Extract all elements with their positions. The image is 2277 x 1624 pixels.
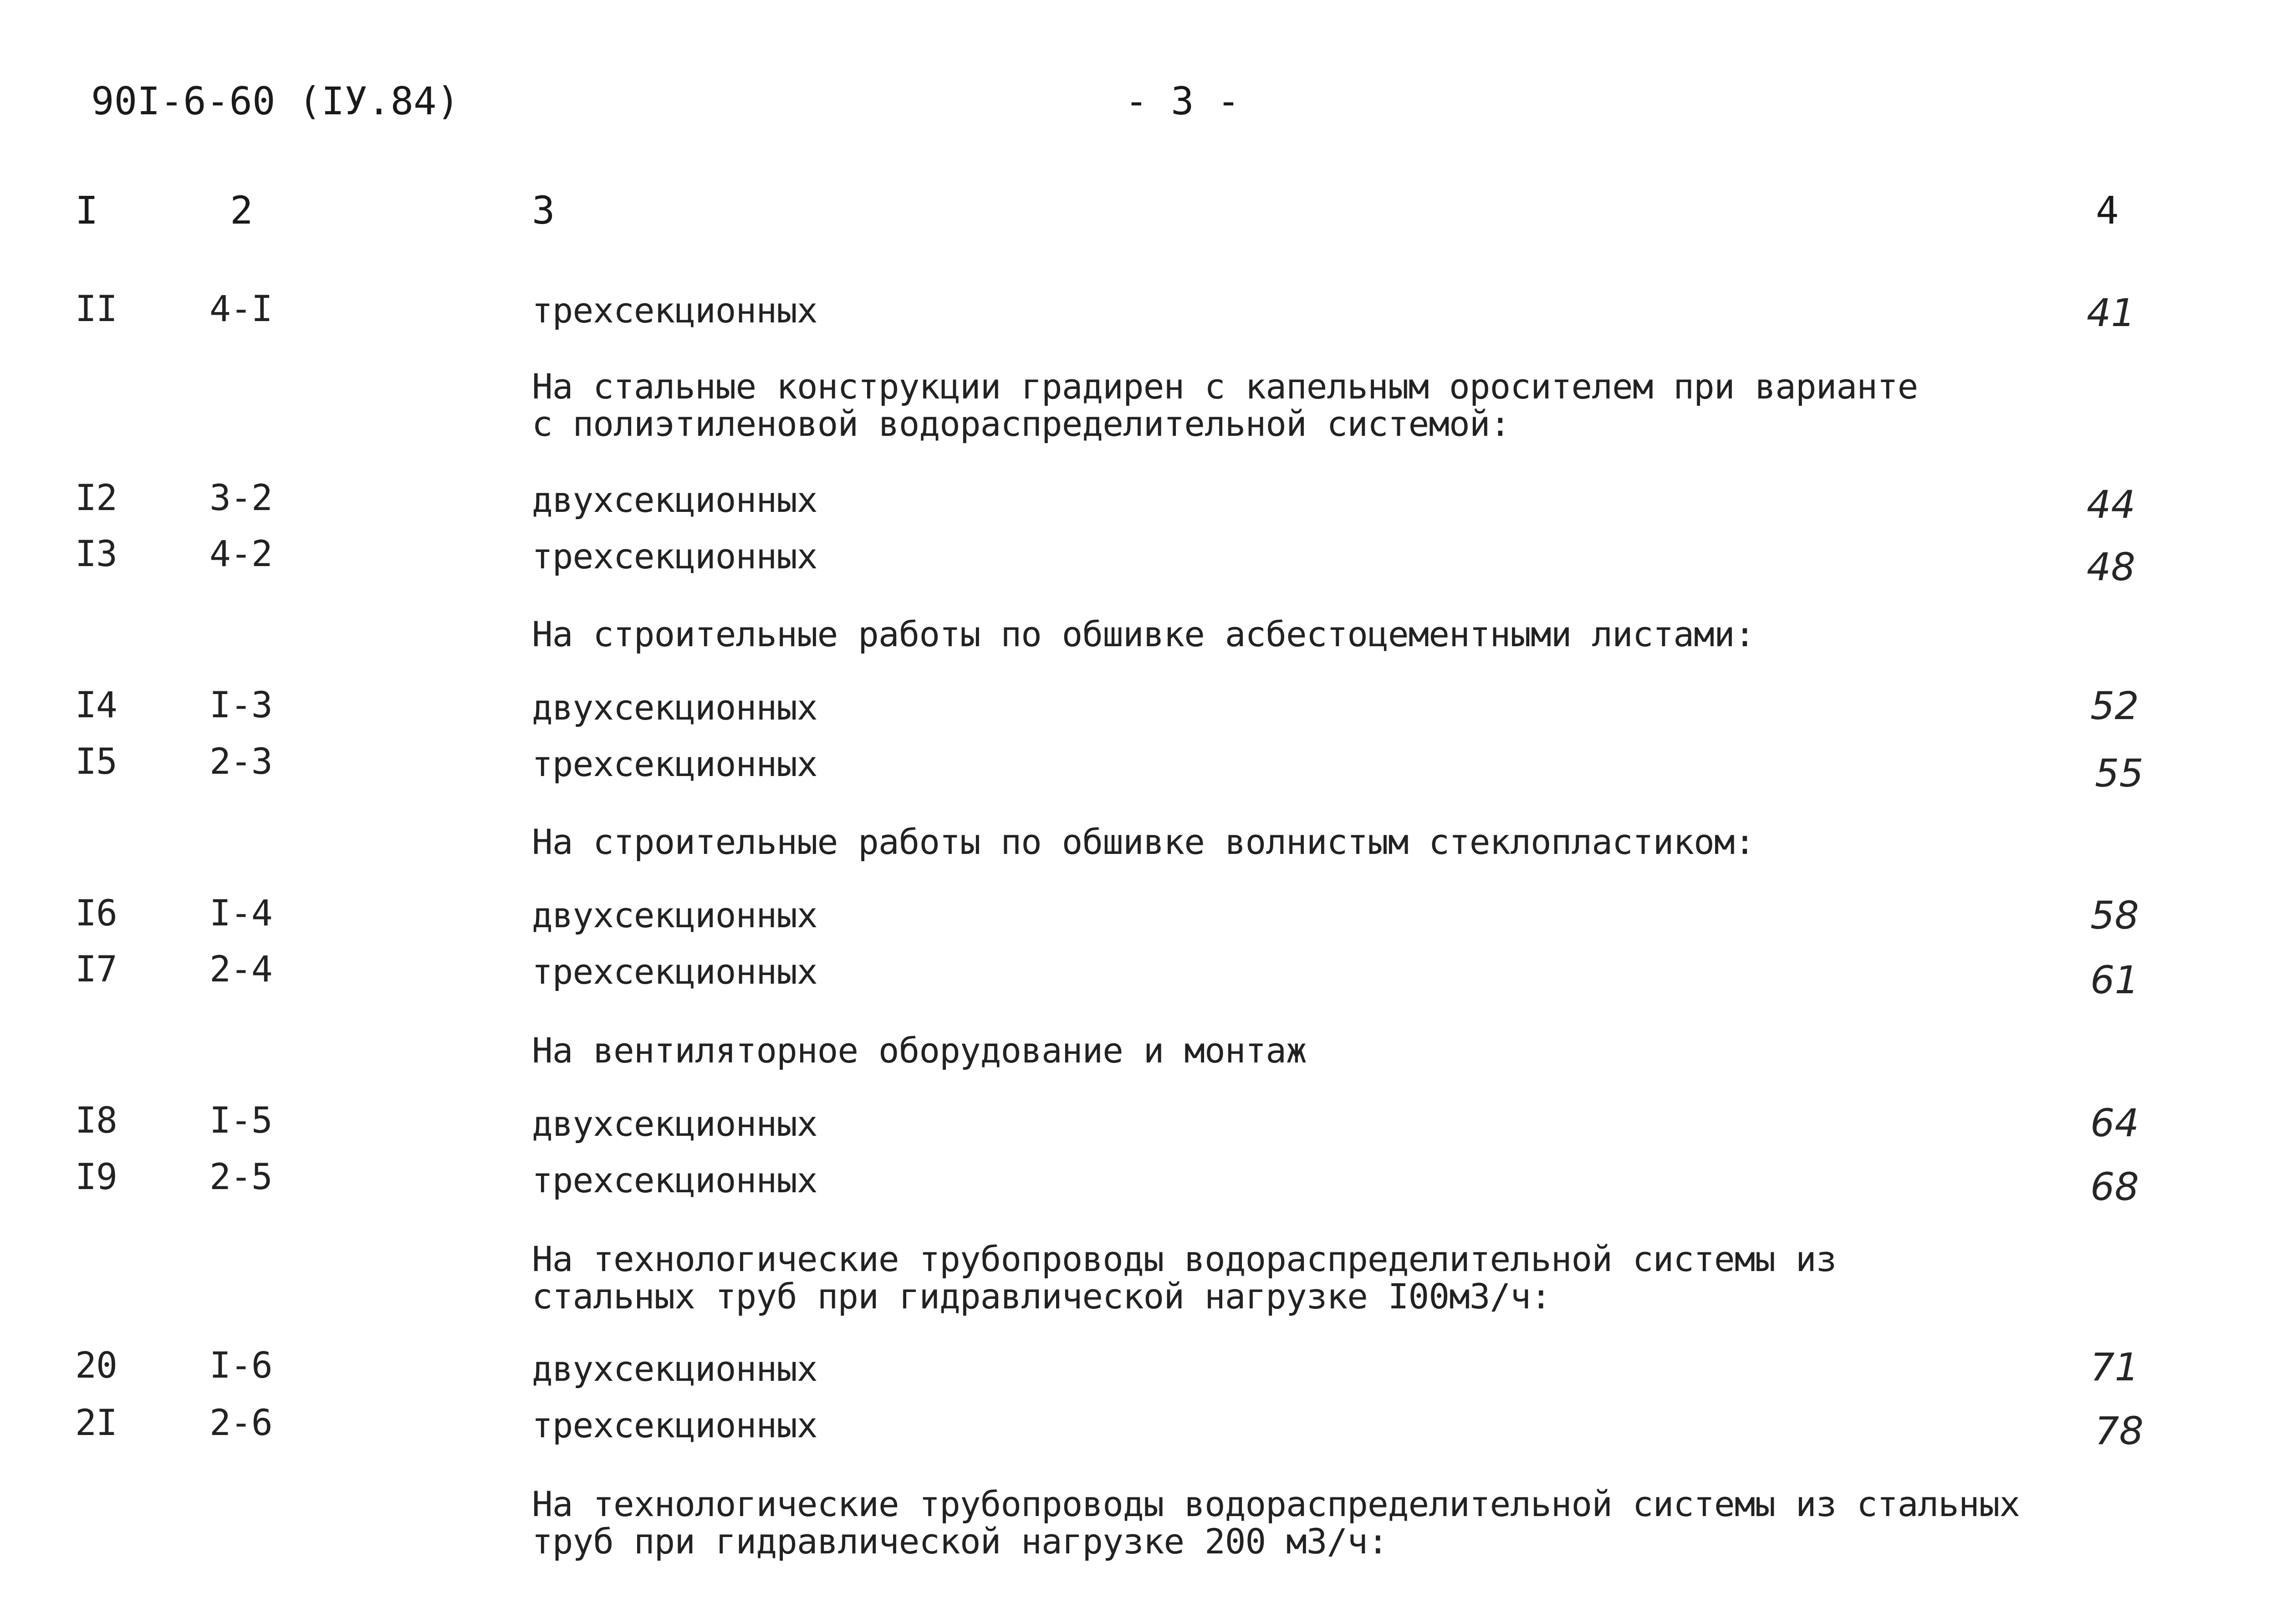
row-code: I-3 [209, 685, 272, 726]
row-number: I7 [75, 949, 117, 990]
row-code: I-5 [209, 1100, 272, 1141]
row-code: 4-I [209, 289, 272, 330]
row-number: I2 [75, 478, 117, 519]
section-heading: На строительные работы по обшивке асбестоцементными листами: [532, 614, 1755, 654]
section-heading: На технологические трубопроводы водораспределительной системы из стальных труб при гидравлической нагрузке I00м3/ч: [532, 1239, 1837, 1317]
row-number: I8 [75, 1100, 117, 1141]
row-text: трехсекционных [532, 290, 817, 331]
section-heading: На технологические трубопроводы водораспределительной системы из стальных труб при гидравлической нагрузке 200 м3/ч: [532, 1484, 2020, 1562]
row-text: двухсекционных [532, 1348, 817, 1389]
column-header-3: 3 [532, 188, 555, 233]
column-header-1: I [75, 188, 98, 233]
row-code: 2-4 [209, 949, 272, 990]
row-text: двухсекционных [532, 1103, 817, 1144]
row-number: II [75, 289, 117, 330]
row-code: I-4 [209, 893, 272, 934]
row-page: 55 [2095, 751, 2144, 796]
row-page: 78 [2095, 1409, 2144, 1453]
row-code: I-6 [209, 1345, 272, 1386]
row-page: 41 [2087, 291, 2135, 335]
row-page: 52 [2090, 684, 2139, 728]
column-header-2: 2 [230, 188, 253, 233]
row-number: I6 [75, 893, 117, 934]
row-number: 20 [75, 1345, 117, 1386]
row-number: I5 [75, 741, 117, 782]
page-number: - 3 - [1125, 79, 1240, 123]
row-text: двухсекционных [532, 895, 817, 935]
row-text: трехсекционных [532, 951, 817, 992]
row-page: 44 [2087, 482, 2135, 527]
row-text: трехсекционных [532, 536, 817, 577]
row-code: 4-2 [209, 534, 272, 575]
row-page: 58 [2090, 893, 2139, 938]
row-text: двухсекционных [532, 687, 817, 728]
row-code: 3-2 [209, 478, 272, 519]
row-page: 61 [2090, 958, 2139, 1002]
row-page: 71 [2090, 1345, 2139, 1389]
row-page: 68 [2090, 1164, 2139, 1209]
row-number: I9 [75, 1157, 117, 1198]
section-heading: На вентиляторное оборудование и монтаж [532, 1030, 1307, 1071]
row-page: 48 [2087, 545, 2135, 589]
row-number: I3 [75, 534, 117, 575]
row-text: трехсекционных [532, 1160, 817, 1200]
row-code: 2-5 [209, 1157, 272, 1198]
row-number: I4 [75, 685, 117, 726]
row-code: 2-3 [209, 741, 272, 782]
row-number: 2I [75, 1403, 117, 1444]
document-code: 90I-6-60 (IУ.84) [91, 79, 460, 123]
row-text: трехсекционных [532, 1405, 817, 1445]
section-heading: На стальные конструкции градирен с капельным оросителем при варианте с полиэтиленовой водораспределительной системой: [532, 366, 1918, 444]
row-page: 64 [2090, 1101, 2139, 1145]
section-heading: На строительные работы по обшивке волнистым стеклопластиком: [532, 822, 1755, 862]
row-text: двухсекционных [532, 480, 817, 520]
row-code: 2-6 [209, 1403, 272, 1444]
column-header-4: 4 [2096, 188, 2119, 233]
row-text: трехсекционных [532, 744, 817, 784]
